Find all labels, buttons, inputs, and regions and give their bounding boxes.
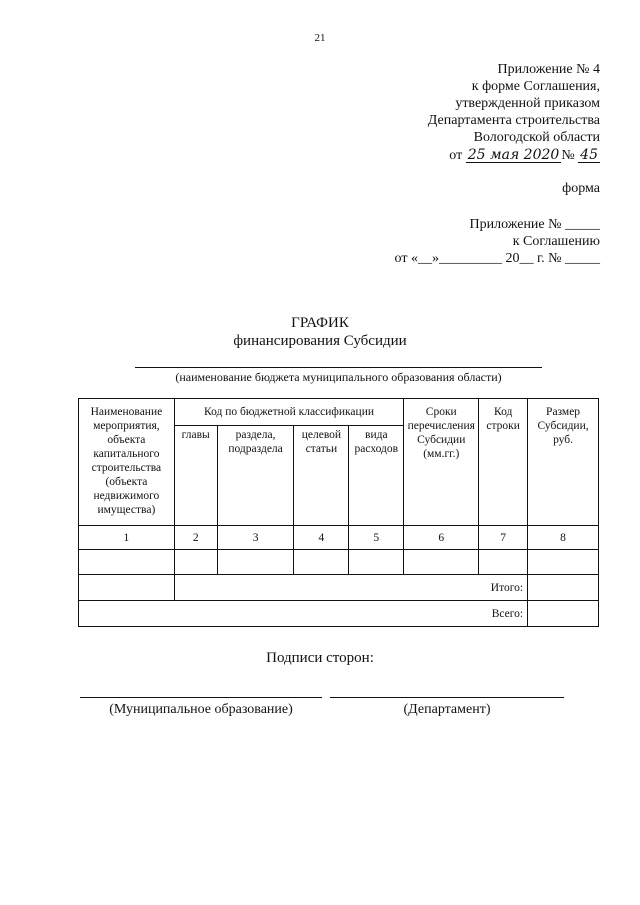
data-row: [79, 550, 599, 575]
col-num-8: 8: [528, 526, 599, 550]
appendix-line-4: Департамента строительства: [427, 113, 600, 128]
signature-line-department: [330, 697, 564, 698]
col-num-7: 7: [479, 526, 528, 550]
header-row-code: Код строки: [479, 399, 528, 526]
data-cell: [79, 550, 175, 575]
header-target: целевой статьи: [294, 426, 349, 526]
appendix-line-2: к форме Соглашения,: [471, 79, 600, 94]
schedule-table: [78, 398, 599, 627]
col-num-2: 2: [174, 526, 217, 550]
column-number-row: [79, 526, 599, 550]
handwritten-number: 45: [580, 147, 598, 163]
vsego-row: [79, 601, 599, 627]
page-number: 21: [314, 32, 326, 44]
col-num-5: 5: [349, 526, 404, 550]
header-chapter: главы: [174, 426, 217, 526]
signature-caption-department: (Департамент): [403, 702, 491, 717]
agreement-appendix-line-1: Приложение № _____: [469, 217, 600, 232]
col-num-4: 4: [294, 526, 349, 550]
budget-name-caption: (наименование бюджета муниципального образования области): [175, 370, 502, 384]
data-cell: [349, 550, 404, 575]
date-prefix: от: [449, 148, 463, 163]
vsego-label: Всего:: [79, 601, 528, 627]
appendix-date-line: [449, 147, 600, 164]
data-cell: [404, 550, 479, 575]
header-terms: Сроки перечисления Субсидии (мм.гг.): [404, 399, 479, 526]
signature-caption-municipality: (Муниципальное образование): [109, 702, 293, 717]
itogo-value: [528, 575, 599, 601]
itogo-blank-cell: [79, 575, 175, 601]
data-cell: [528, 550, 599, 575]
data-cell: [217, 550, 294, 575]
itogo-label: Итого:: [174, 575, 527, 601]
number-prefix: №: [561, 148, 575, 163]
col-num-6: 6: [404, 526, 479, 550]
col-num-3: 3: [217, 526, 294, 550]
appendix-line-5: Вологодской области: [473, 130, 600, 145]
data-cell: [479, 550, 528, 575]
agreement-appendix-line-2: к Соглашению: [512, 234, 600, 249]
appendix-line-3: утвержденной приказом: [455, 96, 600, 111]
itogo-row: [79, 575, 599, 601]
data-cell: [174, 550, 217, 575]
header-budget-code: Код по бюджетной классификации: [174, 399, 403, 426]
data-cell: [294, 550, 349, 575]
form-label: форма: [562, 181, 600, 196]
header-section: раздела, подраздела: [217, 426, 294, 526]
col-num-1: 1: [79, 526, 175, 550]
appendix-line-1: Приложение № 4: [497, 62, 600, 77]
document-subtitle: финансирования Субсидии: [233, 333, 407, 349]
handwritten-date: 25 мая 2020: [467, 147, 560, 163]
header-amount: Размер Субсидии, руб.: [528, 399, 599, 526]
agreement-appendix-line-3: от «__»_________ 20__ г. № _____: [394, 251, 600, 266]
budget-name-line: [135, 367, 542, 368]
header-name: Наименование мероприятия, объекта капитального строительства (объекта недвижимого имущества): [79, 399, 175, 526]
signatures-title: Подписи сторон:: [266, 650, 374, 666]
header-expense-type: вида расходов: [349, 426, 404, 526]
vsego-value: [528, 601, 599, 627]
header-row-1: [79, 399, 599, 426]
document-title: ГРАФИК: [291, 315, 349, 331]
signature-line-municipality: [80, 697, 322, 698]
